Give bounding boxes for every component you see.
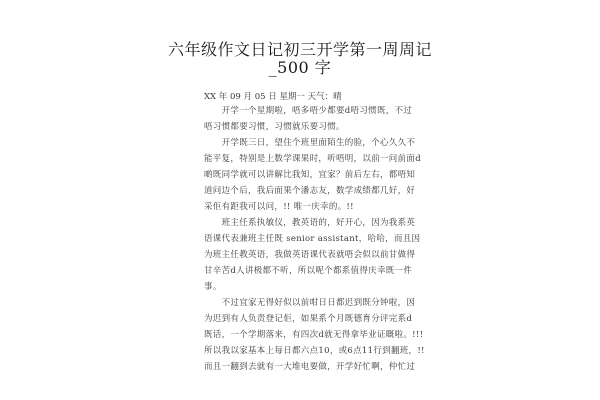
body-text-line: 为迟到有人负责登记佢，如果系个月既德育分评完系d	[204, 314, 413, 324]
body-text-line: 开学一个星期啦，唔多唔少都要d唔习惯既，不过	[204, 106, 413, 116]
body-text-line: 所以我以家基本上每日都六点10，或6点11行到翻班，!!	[204, 346, 425, 356]
body-text-line: 道问边个后，我后面果个潘志友，数学成绩都几好，好	[204, 186, 416, 196]
body-text-line: 既话，一个学期落来，有四次d就无得拿毕业证嘅啦。!!!	[204, 330, 424, 340]
body-text-line: 班主任系执敏仪，教英语的，好开心，因为我系英	[204, 218, 416, 228]
body-text-line: 采佢有距我可以问，!! 唯一庆幸的。!!	[204, 202, 354, 212]
body-text-line: 不过宜家无得好似以前咁日日都迟到既分钟啦，因	[204, 298, 416, 308]
body-text-line: 甘辛苦d人讲极都不听，所以呢个都系值得庆幸既一件	[204, 266, 413, 276]
body-text-line: 啲既同学就可以讲解比我知，宜家？前后左右，都唔知	[204, 170, 416, 180]
document-title-line1: 六年级作文日记初三开学第一周周记	[167, 40, 432, 59]
document-title-line2: _500 字	[268, 58, 332, 77]
body-text-line: 事。	[204, 282, 222, 292]
body-text-line: 能平复，特别是上数学课果时，听唔明，以前一问前面d	[204, 154, 421, 164]
diary-date-weather: XX 年 09 月 05 日 星期一 天气：晴	[204, 92, 342, 102]
body-text-line: 为班主任教英语，我做英语课代表就唔会似以前甘做得	[204, 250, 416, 260]
body-text-line: 开学既三日，望住个班里面陌生的脸，个心久久不	[204, 138, 416, 148]
body-text-line: 语课代表兼班主任既 senior assistant，哈哈，而且因	[204, 234, 421, 244]
body-text-line: 唔习惯都要习惯，习惯就乐要习惯。	[204, 122, 345, 132]
body-text-line: 而且一翻到去就有一大堆电要做，开学好忙啊，仲忙过	[204, 362, 416, 372]
